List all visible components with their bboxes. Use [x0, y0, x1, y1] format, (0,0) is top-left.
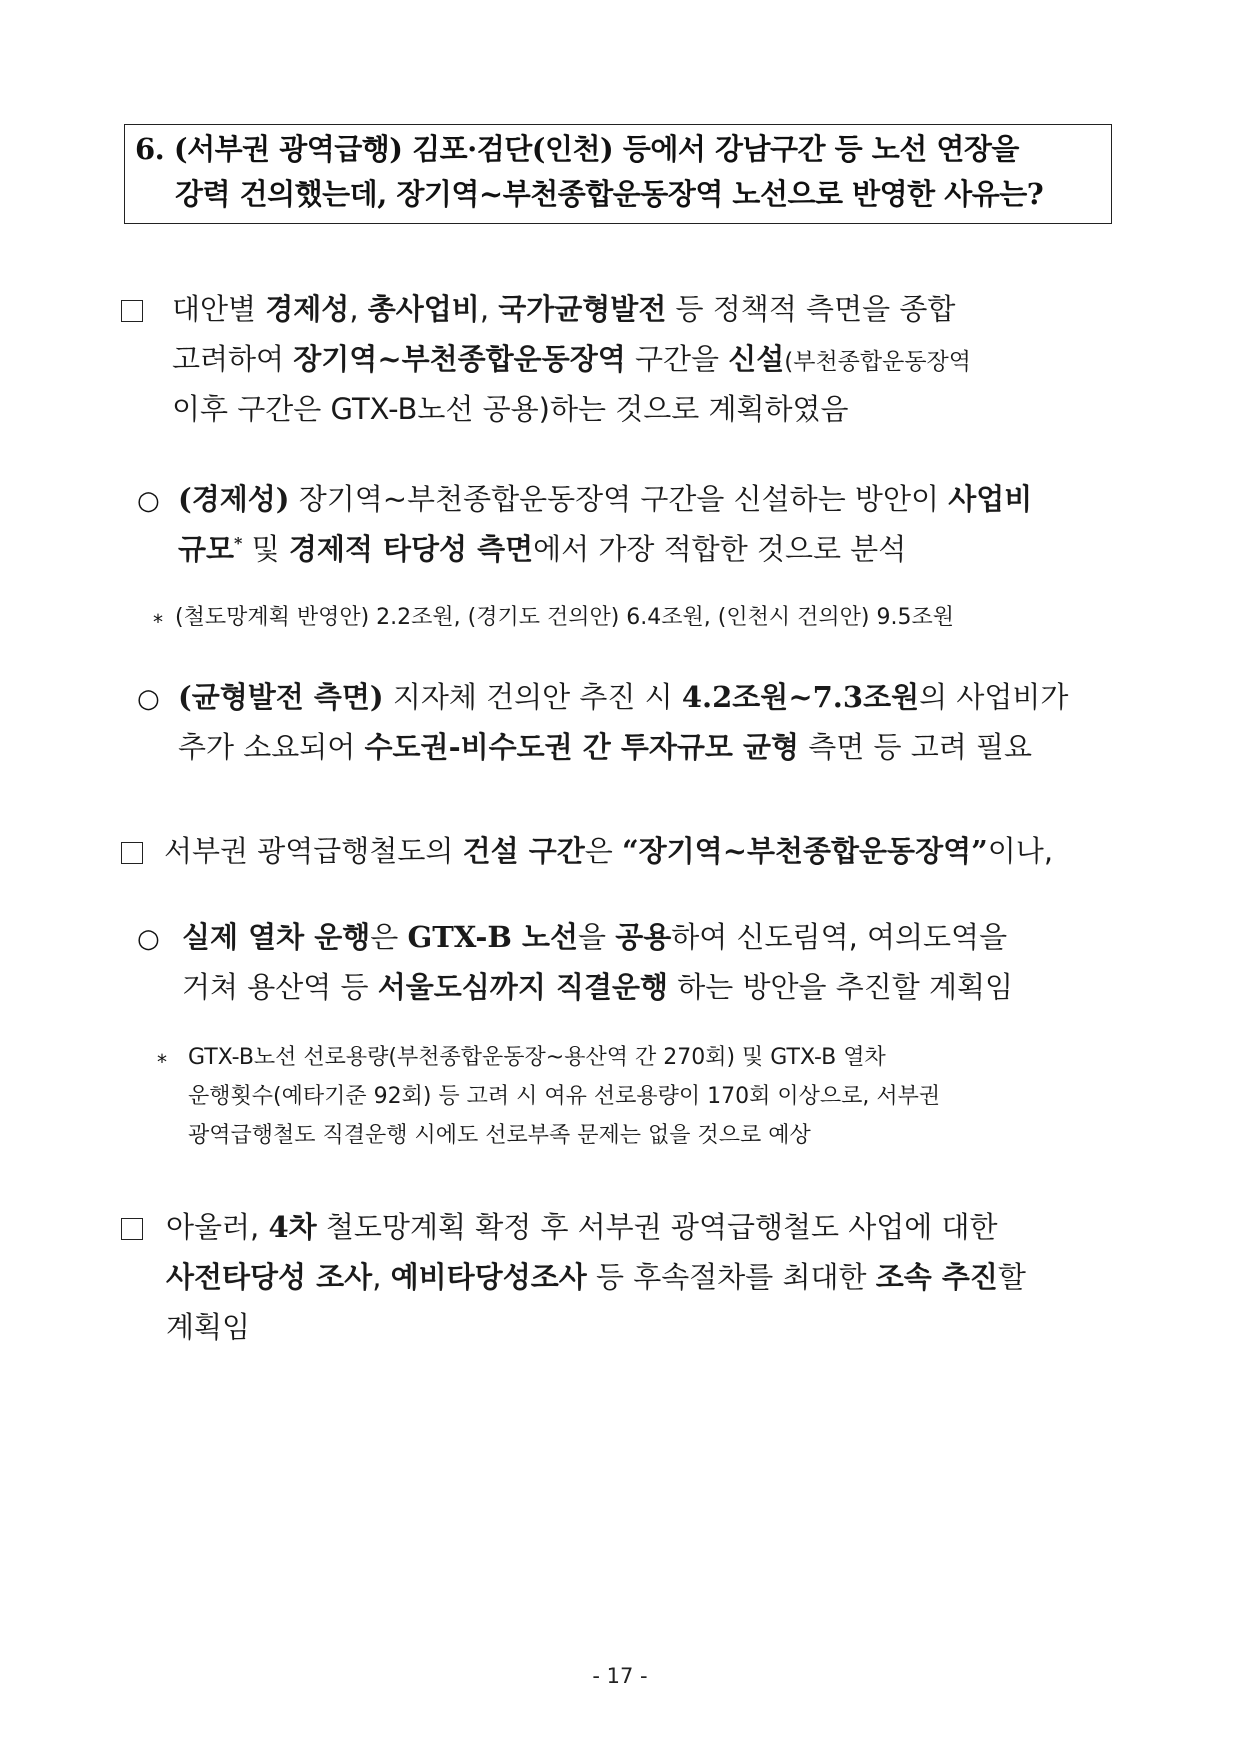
bold-text: 사전타당성 조사 — [166, 1260, 373, 1294]
asterisk-icon: * — [153, 610, 163, 634]
text: 하여 신도림역, 여의도역을 — [671, 920, 1008, 954]
bold-text: 4차 — [268, 1210, 317, 1244]
bullet3-line-2 — [182, 970, 1014, 1004]
bold-text: 사업비 — [948, 482, 1033, 516]
bullet1-line-2 — [178, 532, 907, 566]
bold-text: 수도권-비수도권 간 투자규모 균형 — [364, 730, 800, 764]
bold-text: 조속 추진 — [875, 1260, 998, 1294]
bold-text: 건설 구간 — [462, 834, 585, 868]
section1-line-2 — [172, 342, 971, 376]
bold-text: (경제성) — [178, 482, 290, 516]
text: 추가 소요되어 — [178, 730, 365, 764]
bullet2-line-2 — [178, 730, 1033, 764]
asterisk-icon: * — [157, 1050, 167, 1074]
text: 할 — [997, 1260, 1026, 1294]
text: 이나, — [987, 834, 1054, 868]
text: 지자체 건의안 추진 시 — [383, 680, 682, 714]
bold-text: 국가균형발전 — [498, 292, 667, 326]
circle-bullet-icon: ○ — [137, 684, 160, 714]
bold-text: “장기역~부천종합운동장역” — [621, 834, 988, 868]
bold-text: 서울도심까지 직결운행 — [377, 970, 668, 1004]
text: 측면 등 고려 필요 — [799, 730, 1033, 764]
bullet3-line-1 — [182, 920, 1008, 954]
text: 하는 방안을 추진할 계획임 — [668, 970, 1014, 1004]
question-line-2: 강력 건의했는데, 장기역~부천종합운동장역 노선으로 반영한 사유는? — [175, 177, 1044, 211]
note2-line-1: GTX-B노선 선로용량(부천종합운동장~용산역 간 270회) 및 GTX-B 열차 — [188, 1045, 886, 1070]
bold-text: GTX-B 노선 — [407, 920, 579, 954]
note2-line-3: 광역급행철도 직결운행 시에도 선로부족 문제는 없을 것으로 예상 — [188, 1123, 811, 1148]
bold-text: (균형발전 측면) — [178, 680, 384, 714]
text: 등 정책적 측면을 종합 — [666, 292, 956, 326]
note1: (철도망계획 반영안) 2.2조원, (경기도 건의안) 6.4조원, (인천시 건의안) 9.5조원 — [175, 605, 954, 630]
text: 을 — [578, 920, 616, 954]
section3-line-3: 계획임 — [166, 1310, 251, 1344]
text: 에서 가장 적합한 것으로 분석 — [533, 532, 907, 566]
text: 아울러, — [166, 1210, 269, 1244]
bold-text: 총사업비 — [367, 292, 480, 326]
bullet2-line-1 — [178, 680, 1069, 714]
bold-text: 공용 — [615, 920, 672, 954]
small-text: (부천종합운동장역 — [784, 349, 971, 375]
text: 은 — [584, 834, 622, 868]
circle-bullet-icon: ○ — [137, 486, 160, 516]
bold-text: 규모 — [178, 532, 235, 566]
bullet1-line-1 — [178, 482, 1033, 516]
text: 등 후속절차를 최대한 — [586, 1260, 876, 1294]
page-number: - 17 - — [592, 1664, 648, 1688]
bold-text: 실제 열차 운행 — [182, 920, 371, 954]
text: 은 — [370, 920, 408, 954]
footnote-mark: * — [234, 533, 243, 553]
bold-text: 신설 — [728, 342, 785, 376]
checkbox-square-icon — [121, 1218, 143, 1240]
text: , — [349, 292, 368, 326]
text: 의 사업비가 — [919, 680, 1069, 714]
text: , — [479, 292, 499, 326]
bold-text: 경제적 타당성 측면 — [288, 532, 534, 566]
checkbox-square-icon — [121, 842, 143, 864]
section2-line-1 — [164, 834, 1054, 868]
question-line-1: 6. (서부권 광역급행) 김포·검단(인천) 등에서 강남구간 등 노선 연장을 — [135, 132, 1019, 166]
bold-text: 경제성 — [265, 292, 350, 326]
text: 대안별 — [172, 292, 266, 326]
circle-bullet-icon: ○ — [137, 924, 160, 954]
checkbox-square-icon — [121, 300, 143, 322]
bold-text: 4.2조원~7.3조원 — [681, 680, 920, 714]
text: 구간을 — [625, 342, 729, 376]
section3-line-2 — [166, 1260, 1026, 1294]
section1-line-3: 이후 구간은 GTX-B노선 공용)하는 것으로 계획하였음 — [172, 392, 849, 426]
question-box — [124, 124, 1112, 224]
text: 거쳐 용산역 등 — [182, 970, 378, 1004]
text: 고려하여 — [172, 342, 294, 376]
bold-text: 예비타당성조사 — [390, 1260, 587, 1294]
note2-line-2: 운행횟수(예타기준 92회) 등 고려 시 여유 선로용량이 170회 이상으로, 서부권 — [188, 1084, 941, 1109]
section1-line-1 — [172, 292, 956, 326]
text: 장기역~부천종합운동장역 구간을 신설하는 방안이 — [289, 482, 949, 516]
text: 철도망계획 확정 후 서부권 광역급행철도 사업에 대한 — [316, 1210, 998, 1244]
section3-line-1 — [166, 1210, 998, 1244]
bold-text: 장기역~부천종합운동장역 — [293, 342, 626, 376]
text: 및 — [242, 532, 289, 566]
text: 서부권 광역급행철도의 — [164, 834, 463, 868]
text: , — [372, 1260, 391, 1294]
